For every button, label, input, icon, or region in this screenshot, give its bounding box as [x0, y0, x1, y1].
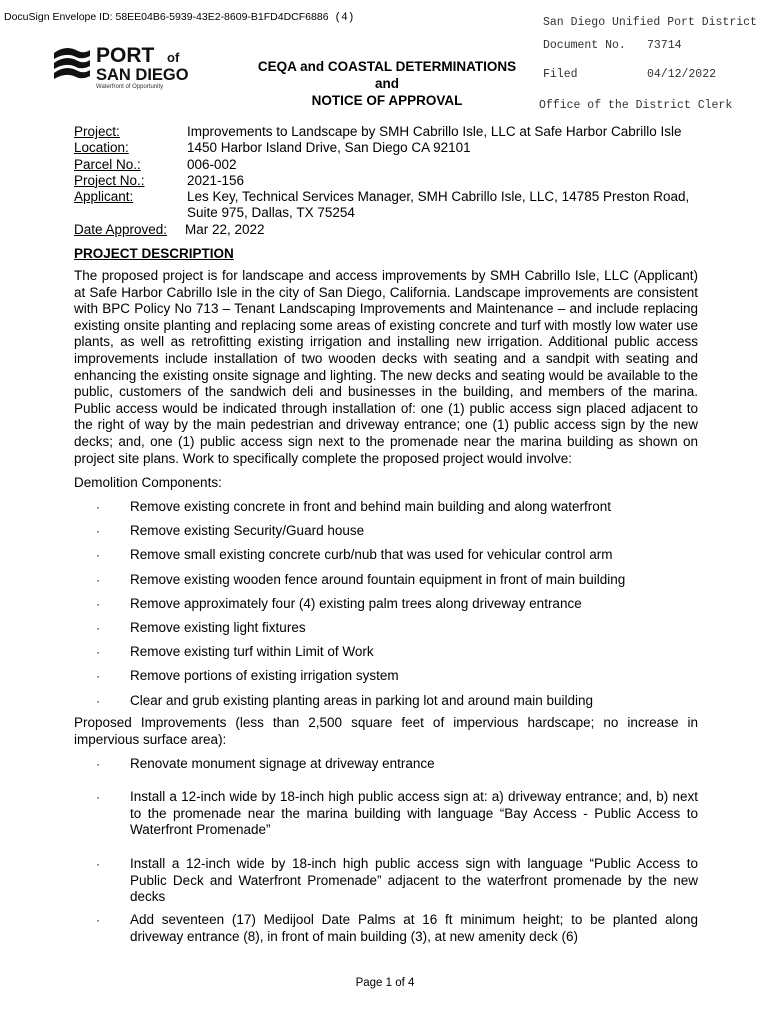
clerk-doc-number: 73714: [647, 39, 682, 52]
bullet-icon: ·: [96, 757, 100, 771]
demolition-heading: Demolition Components:: [74, 475, 222, 490]
proposed-item: [74, 912, 698, 945]
docusign-envelope-id: [4, 11, 354, 24]
clerk-office: Office of the District Clerk: [539, 99, 733, 112]
applicant-value: Les Key, Technical Services Manager, SMH Cabrillo Isle, LLC, 14785 Preston Road, Suite 975, Dallas, TX 75254: [187, 189, 690, 221]
bullet-icon: ·: [96, 596, 100, 611]
demolition-list: [74, 499, 698, 717]
field-date-approved: [74, 222, 707, 238]
demolition-item-text: Remove existing concrete in front and behind main building and along waterfront: [130, 499, 612, 514]
field-project: [74, 124, 707, 140]
field-project-no: [74, 173, 707, 189]
demolition-item: [74, 644, 698, 668]
project-label: Project:: [74, 124, 120, 139]
applicant-label: Applicant:: [74, 189, 134, 205]
demolition-item: [74, 693, 698, 717]
logo-san-diego-text: SAN DIEGO: [96, 66, 189, 84]
demolition-item-text: Remove small existing concrete curb/nub that was used for vehicular control arm: [130, 547, 613, 563]
project-description-body: The proposed project is for landscape and access improvements by SMH Cabrillo Isle, LLC (Applicant) at Safe Harbor Cabrillo Isle in the city of San Diego, California. Landscape improvements are consistent with BPC Policy No 713 – Tenant Landscaping Improvements and Maintenance – and include replacing existing onsite planting and replacing some areas of existing concrete and turf with mostly low water use plants, as well as retrofitting existing irrigation and installing new irrigation. Additional public access improvements include installation of two wooden decks with seating and a sandpit with seating and enhancing the existing onsite signage and lighting. The new decks and seating would be available to the public, customers of the sandwich deli and businesses in the building, and members of the marina. Public access would be indicated through installation of: one (1) public access sign placed adjacent to the right of way by the main pedestrian and driveway entrance; one (1) public access sign by the new decks; and, one (1) public access sign next to the promenade near the marina building as shown on project site plans. Work to specifically complete the proposed project would involve:: [74, 268, 698, 466]
clerk-org: San Diego Unified Port District: [543, 16, 757, 29]
envelope-id-text: DocuSign Envelope ID: 58EE04B6-5939-43E2-8609-B1FD4DCF6886: [4, 11, 329, 23]
proposed-item: [74, 789, 698, 856]
bullet-icon: ·: [96, 500, 100, 514]
demolition-item-text: Remove existing Security/Guard house: [130, 523, 365, 539]
proposed-item: [74, 856, 698, 912]
demolition-item: [74, 523, 698, 547]
demolition-item: [74, 596, 698, 620]
bullet-icon: ·: [96, 524, 100, 539]
clerk-filed-date: 04/12/2022: [647, 68, 717, 81]
project-value: Improvements to Landscape by SMH Cabrillo Isle, LLC at Safe Harbor Cabrillo Isle: [187, 124, 682, 139]
date-approved-value: Mar 22, 2022: [185, 221, 265, 237]
port-logo: [52, 41, 212, 91]
clerk-doc-label: Document No.: [543, 39, 626, 52]
date-approved-label: Date Approved:: [74, 221, 168, 237]
project-fields: [74, 124, 707, 238]
bullet-icon: ·: [96, 857, 100, 871]
proposed-item-text: Renovate monument signage at driveway entrance: [130, 756, 435, 771]
proposed-item: [74, 756, 698, 789]
bullet-icon: ·: [96, 669, 100, 684]
demolition-item-text: Remove portions of existing irrigation system: [130, 668, 399, 684]
proposed-list: [74, 756, 698, 945]
logo-port-text: PORT: [96, 44, 155, 67]
field-location: [74, 140, 707, 156]
title-line-2: and: [374, 76, 399, 91]
project-description-heading: PROJECT DESCRIPTION: [74, 246, 234, 261]
location-label: Location:: [74, 140, 129, 156]
bullet-icon: ·: [96, 645, 100, 660]
envelope-suffix: (4): [334, 12, 355, 24]
bullet-icon: ·: [96, 548, 100, 563]
demolition-item: [74, 668, 698, 692]
proposed-item-text: Install a 12-inch wide by 18-inch high public access sign at: a) driveway entrance; and, b) next to the promenade near the marina building with language “Bay Access - Public Access to Waterfront Promenade”: [130, 789, 698, 837]
waves-logo-icon: [52, 41, 212, 91]
page-number: Page 1 of 4: [355, 977, 415, 989]
document-title: [245, 58, 529, 109]
logo-of-text: of: [167, 50, 180, 65]
demolition-item-text: Clear and grub existing planting areas in parking lot and around main building: [130, 692, 594, 708]
bullet-icon: ·: [96, 620, 100, 635]
bullet-icon: ·: [96, 572, 100, 587]
field-applicant: [74, 189, 707, 222]
bullet-icon: ·: [96, 693, 100, 708]
demolition-item: [74, 572, 698, 596]
logo-tagline: Waterfront of Opportunity: [96, 84, 164, 90]
location-value: 1450 Harbor Island Drive, San Diego CA 92101: [187, 140, 471, 156]
demolition-item: [74, 620, 698, 644]
proposed-heading: Proposed Improvements (less than 2,500 square feet of impervious hardscape; no increase in impervious surface area):: [74, 715, 698, 747]
demolition-item-text: Remove existing light fixtures: [130, 619, 306, 635]
demolition-item-text: Remove existing turf within Limit of Work: [130, 644, 374, 660]
parcel-label: Parcel No.:: [74, 156, 141, 172]
bullet-icon: ·: [96, 790, 100, 804]
project-no-value: 2021-156: [187, 172, 245, 188]
demolition-item-text: Remove existing wooden fence around fountain equipment in front of main building: [130, 571, 626, 587]
proposed-item-text: Add seventeen (17) Medijool Date Palms at 16 ft minimum height; to be planted along driveway entrance (8), in front of main building (3), at new amenity deck (6): [130, 912, 698, 944]
demolition-item: [74, 547, 698, 571]
field-parcel: [74, 157, 707, 173]
title-line-1: CEQA and COASTAL DETERMINATIONS: [257, 59, 517, 74]
demolition-item: [74, 499, 698, 523]
bullet-icon: ·: [96, 913, 100, 927]
demolition-item-text: Remove approximately four (4) existing palm trees along driveway entrance: [130, 595, 582, 611]
title-line-3: NOTICE OF APPROVAL: [311, 93, 463, 108]
clerk-filed-label: Filed: [543, 68, 578, 81]
proposed-item-text: Install a 12-inch wide by 18-inch high public access sign with language “Public Access to Public Deck and Waterfront Promenade” adjacent to the waterfront promenade by the new decks: [130, 856, 698, 904]
parcel-value: 006-002: [187, 156, 237, 172]
project-no-label: Project No.:: [74, 172, 145, 188]
